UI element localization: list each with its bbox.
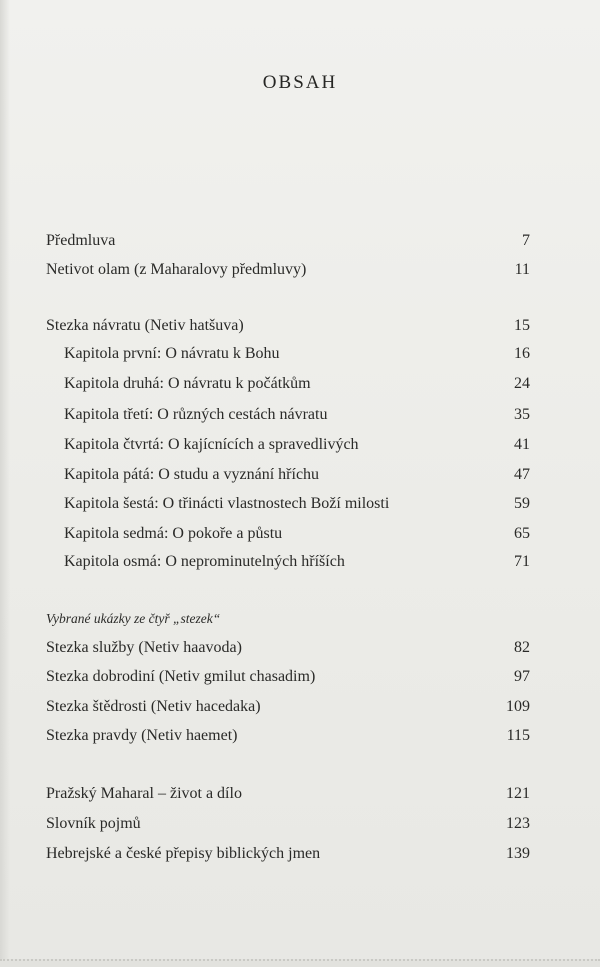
toc-entry-page-number: 7 — [522, 232, 530, 249]
toc-entry-page-number: 121 — [506, 785, 530, 802]
toc-entry-page-number: 82 — [514, 639, 530, 656]
toc-entry-label: Předmluva — [46, 232, 116, 249]
toc-entry-label: Stezka dobrodiní (Netiv gmilut chasadim) — [46, 668, 316, 685]
toc-entry-label: Stezka návratu (Netiv hatšuva) — [46, 317, 244, 334]
page-bottom-edge — [0, 959, 600, 967]
toc-entry-label: Pražský Maharal – život a dílo — [46, 785, 242, 802]
toc-entry-page-number: 65 — [514, 525, 530, 542]
toc-entry-page-number: 139 — [506, 845, 530, 862]
toc-entry-page-number: 109 — [506, 698, 530, 715]
toc-entry-kapitola-6 — [64, 492, 530, 516]
toc-entry-stezka-stedrosti — [46, 695, 530, 719]
toc-entry-prazsky-maharal — [46, 782, 530, 806]
toc-entry-page-number: 115 — [506, 727, 530, 744]
toc-entry-kapitola-2 — [64, 372, 530, 396]
toc-entry-label: Kapitola pátá: O studu a vyznání hříchu — [64, 466, 320, 483]
toc-entry-page-number: 24 — [514, 375, 530, 392]
page-edge-shadow — [0, 0, 10, 967]
toc-entry-page-number: 47 — [514, 466, 530, 483]
toc-entry-label: Stezka služby (Netiv haavoda) — [46, 639, 242, 656]
toc-entry-stezka-pravdy — [46, 724, 530, 748]
toc-entry-page-number: 41 — [514, 436, 530, 453]
toc-entry-label: Stezka štědrosti (Netiv hacedaka) — [46, 698, 261, 715]
toc-entry-kapitola-5 — [64, 463, 530, 487]
toc-entry-netivot-olam — [46, 258, 530, 282]
toc-entry-kapitola-1 — [64, 342, 530, 366]
toc-entry-label: Kapitola šestá: O třinácti vlastnostech Boží milosti — [64, 495, 390, 512]
toc-entry-label: Hebrejské a české přepisy biblických jmen — [46, 845, 321, 862]
toc-entry-page-number: 11 — [514, 261, 530, 278]
toc-entry-page-number: 15 — [514, 317, 530, 334]
toc-entry-label: Kapitola sedmá: O pokoře a půstu — [64, 525, 283, 542]
toc-entry-kapitola-7 — [64, 522, 530, 546]
toc-entry-page-number: 71 — [514, 553, 530, 570]
toc-entry-page-number: 97 — [514, 668, 530, 685]
page-title: OBSAH — [262, 72, 338, 93]
table-of-contents — [46, 0, 530, 967]
toc-section-heading: Vybrané ukázky ze čtyř „stezek“ — [46, 611, 221, 626]
toc-entry-stezka-dobrodini — [46, 665, 530, 689]
toc-entry-label: Kapitola první: O návratu k Bohu — [64, 345, 280, 362]
toc-entry-label: Stezka pravdy (Netiv haemet) — [46, 727, 238, 744]
toc-entry-label: Kapitola třetí: O různých cestách návratu — [64, 406, 328, 423]
toc-entry-page-number: 123 — [506, 815, 530, 832]
toc-entry-kapitola-8 — [64, 550, 530, 574]
toc-entry-page-number: 35 — [514, 406, 530, 423]
toc-entry-label: Kapitola osmá: O neprominutelných hříších — [64, 553, 345, 570]
toc-entry-label: Slovník pojmů — [46, 815, 141, 832]
toc-entry-slovnik-pojmu — [46, 812, 530, 836]
toc-entry-page-number: 16 — [514, 345, 530, 362]
toc-entry-predmluva — [46, 229, 530, 253]
toc-entry-stezka-navratu — [46, 314, 530, 338]
toc-entry-label: Kapitola druhá: O návratu k počátkům — [64, 375, 311, 392]
toc-entry-kapitola-4 — [64, 433, 530, 457]
toc-entry-label: Netivot olam (z Maharalovy předmluvy) — [46, 261, 307, 278]
toc-entry-stezka-sluzby — [46, 636, 530, 660]
toc-entry-kapitola-3 — [64, 403, 530, 427]
toc-entry-page-number: 59 — [514, 495, 530, 512]
toc-entry-label: Kapitola čtvrtá: O kajícnících a spravedlivých — [64, 436, 359, 453]
toc-entry-prepisy-jmen — [46, 842, 530, 866]
